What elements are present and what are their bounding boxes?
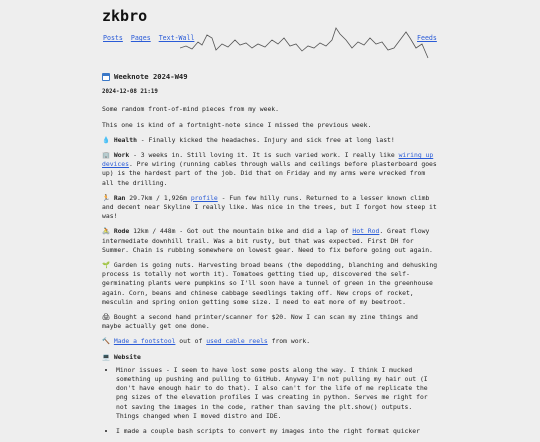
post-title-text: Weeknote 2024-W49 bbox=[114, 72, 188, 81]
nav-posts[interactable]: Posts bbox=[103, 34, 123, 42]
cyclist-icon: 🚴 bbox=[102, 227, 110, 236]
rode-label: Rode bbox=[113, 227, 130, 236]
health-label: Health bbox=[113, 135, 137, 144]
printer-icon: 🖨 bbox=[102, 313, 111, 322]
ran-paragraph bbox=[102, 194, 438, 222]
work-text-2: . Pre wiring (running cables through walls and ceilings before plasterboard goes up) is the hardest part of the job. Did that on Friday and my arms were wrecked from all the drilling. bbox=[102, 160, 437, 187]
intro-1: Some random front-of-mind pieces from my week. bbox=[102, 105, 279, 114]
ran-text-1: 29.7km / 1,926m bbox=[125, 193, 191, 202]
website-label: Website bbox=[113, 352, 141, 361]
garden-paragraph bbox=[102, 261, 438, 307]
footstool-text-1: out of bbox=[175, 337, 207, 346]
seedling-icon: 🌱 bbox=[102, 261, 110, 270]
website-heading bbox=[102, 353, 438, 362]
work-label: Work bbox=[113, 151, 130, 160]
elevation-profile-icon bbox=[180, 18, 430, 68]
wiring-devices-link[interactable]: wiring up devices bbox=[102, 151, 434, 169]
ran-text-2: - Fun few hilly runs. Returned to a lesser known climb and decent near Skyline I really like. Was nice in the trees, but I forgot how steep it was! bbox=[102, 193, 437, 221]
footstool-paragraph bbox=[102, 337, 438, 346]
profile-link[interactable]: profile bbox=[190, 193, 218, 202]
hammer-icon: 🔨 bbox=[102, 337, 110, 346]
intro-2: This one is kind of a fortnight-note since I missed the previous week. bbox=[102, 120, 372, 129]
rode-text-1: 12km / 448m - Got out the mountain bike and did a lap of bbox=[129, 227, 353, 236]
office-icon: 🏢 bbox=[102, 151, 110, 160]
post-date: 2024-12-08 21:19 bbox=[102, 89, 158, 96]
health-paragraph bbox=[102, 136, 438, 145]
calendar-icon bbox=[102, 73, 110, 81]
site-title[interactable]: zkbro bbox=[102, 7, 148, 25]
nav-feeds[interactable]: Feeds bbox=[417, 34, 437, 42]
rode-text-2: . Great flowy intermediate downhill trail. Was a bit rusty, but that was expected. First DH for Summer. Chain is rubbing somewhere on lowest gear. Need to fix before going out again. bbox=[102, 227, 433, 254]
list-item: • Minor issues - I seem to have lost some posts along the way. I think I mucked something up pushing and pulling to GitHub. Anyway I'm not pulling my hair out (I don't have enough hair to do that). I also can't for the life of me replicate the png sizes of the elevation profiles I was creating in python. Serves me right for not saving the images in the code, rather than saving the plt.show() outputs. Things changed when I moved distro and IDE. bbox=[116, 366, 438, 421]
laptop-icon: 💻 bbox=[102, 352, 110, 361]
printer-paragraph bbox=[102, 313, 438, 331]
printer-text: Bought a second hand printer/scanner for $20. Now I can scan my zine things and maybe actually get one done. bbox=[102, 313, 418, 331]
nav-text-wall[interactable]: Text-Wall bbox=[158, 34, 195, 42]
cable-reels-link[interactable]: used cable reels bbox=[206, 337, 268, 346]
garden-text: Garden is going nuts. Harvesting broad beans (the depodding, blanching and dehusking process is totally not worth it). Tomatoes getting tied up, discovered the self-germinating plants were pumpkins so I'll soon have a tunnel of green in the greenhouse again. Corn, beans and chinese cabbage seedlings taking off. New crops of rocket, mesculin and spring onion getting some size. I need to eat more of my beetroot. bbox=[102, 261, 438, 306]
work-paragraph bbox=[102, 151, 438, 188]
post-title bbox=[102, 72, 438, 81]
footstool-link[interactable]: Made a footstool bbox=[113, 337, 176, 346]
post-content bbox=[102, 72, 438, 442]
rode-paragraph bbox=[102, 227, 438, 255]
nav-pages[interactable]: Pages bbox=[130, 34, 151, 42]
website-list bbox=[102, 366, 438, 436]
droplet-icon: 💧 bbox=[102, 135, 110, 144]
footstool-text-2: from work. bbox=[267, 337, 311, 346]
hot-rod-link[interactable]: Hot Rod bbox=[352, 227, 380, 236]
work-text-1: - 3 weeks in. Still loving it. It is such varied work. I really like bbox=[129, 151, 399, 160]
ran-label: Ran bbox=[113, 193, 126, 202]
list-item: • I made a couple bash scripts to convert my images into the right format quicker bbox=[116, 427, 438, 436]
health-text: - Finally kicked the headaches. Injury and sick free at long last! bbox=[136, 135, 395, 144]
runner-icon: 🏃 bbox=[102, 193, 110, 202]
